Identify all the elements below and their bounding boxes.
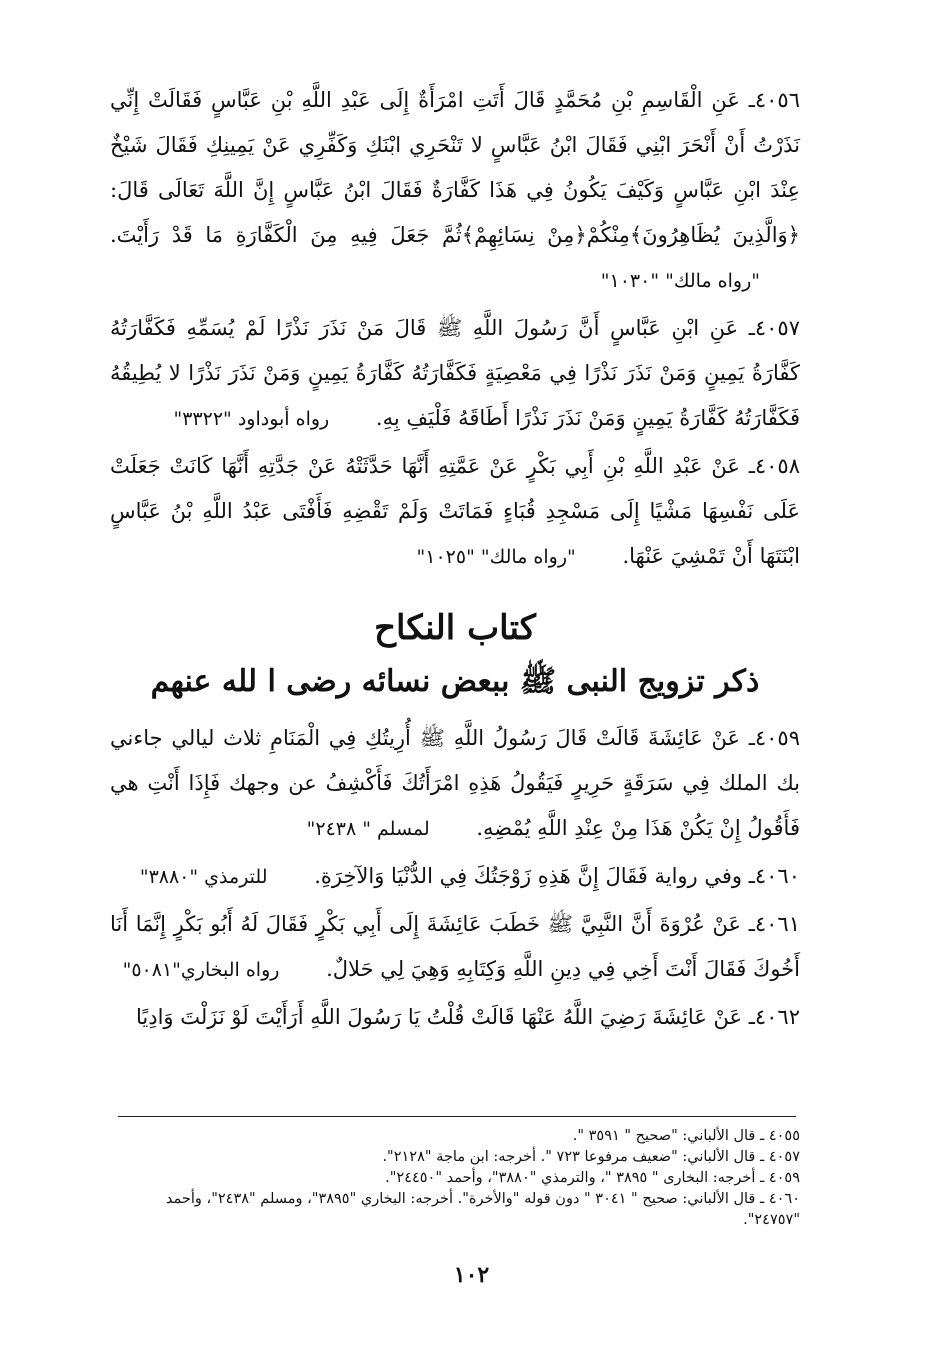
hadith-text: ٤٠٥٦ـ عَنِ الْقَاسِمِ بْنِ مُحَمَّدٍ قَالَ أَتَتِ امْرَأَةٌ إِلَى عَبْدِ اللَّهِ بْنِ عَبَّاسٍ فَقَالَتْ إِنِّي نَذَرْتُ أَنْ أَنْحَرَ ابْنِي فَقَالَ ابْنُ عَبَّاسٍ لا تَنْحَرِي ابْنَكِ وَكَفِّرِي عَنْ يَمِينِكِ فَقَالَ شَيْخٌ عِنْدَ ابْنِ عَبَّاسٍ وَكَيْفَ يَكُونُ فِي هَذَا كَفَّارَةٌ فَقَالَ ابْنُ عَبَّاسٍ إِنَّ اللَّهَ تَعَالَى قَالَ: ﴿وَالَّذِينَ يُظَاهِرُونَ﴾مِنْكُمْ﴿مِنْ نِسَائِهِمْ﴾ثُمَّ جَعَلَ فِيهِ مِنَ الْكَفَّارَةِ مَا قَدْ رَأَيْتَ.: [110, 88, 800, 247]
hadith-source: "رواه مالك" "١٠٣٠": [600, 270, 760, 292]
hadith-text: ٤٠٥٧ـ عَنِ ابْنِ عَبَّاسٍ أَنَّ رَسُولَ اللَّهِ ﷺ قَالَ مَنْ نَذَرَ نَذْرًا لَمْ يُسَمِّهِ فَكَفَّارَتُهُ كَفَّارَةُ يَمِينٍ وَمَنْ نَذَرَ نَذْرًا فِي مَعْصِيَةٍ فَكَفَّارَتُهُ كَفَّارَةُ يَمِينٍ وَمَنْ نَذَرَ نَذْرًا لا يُطِيقُهُ فَكَفَّارَتُهُ كَفَّارَةُ يَمِينٍ وَمَنْ نَذَرَ نَذْرًا أَطَاقَهُ فَلْيَفِ بِهِ.: [110, 316, 800, 430]
footnote-item: ٤٠٥٧ ـ قال الألباني: "ضعيف مرفوعا ٧٢٣ ". أخرجه: ابن ماجة "٢١٢٨".: [382, 1149, 800, 1165]
hadith-4061: [110, 902, 800, 993]
footnotes: [118, 1126, 800, 1231]
hadith-4059: [110, 716, 800, 852]
page-number: ١٠٢: [453, 1262, 490, 1288]
hadith-source: رواه البخاري"٥٠٨١": [122, 959, 280, 981]
hadith-text: ٤٠٥٩ـ عَنْ عَائِشَةَ قَالَتْ قَالَ رَسُولُ اللَّهِ ﷺ أُرِيتُكِ فِي الْمَنَامِ ثلاث ليالي جاءني بك الملك فِي سَرَقَةٍ حَرِيرٍ فَيَقُولُ هَذِهِ امْرَأَتُكَ فَأَكْشِفُ عن وجهك فَإِذَا أَنْتِ هي فَأَقُولُ إِنْ يَكُنْ هَذَا مِنْ عِنْدِ اللَّهِ يُمْضِهِ.: [110, 726, 800, 840]
hadith-text: ٤٠٦٢ـ عَنْ عَائِشَةَ رَضِيَ اللَّهُ عَنْهَا قَالَتْ قُلْتُ يَا رَسُولَ اللَّهِ أَرَأَيْتَ لَوْ نَزَلْتَ وَادِيًا: [135, 1005, 800, 1029]
hadith-4062: [110, 995, 800, 1040]
hadith-text: ٤٠٦٠ـ وفي رواية فَقَالَ إِنَّ هَذِهِ زَوْجَتُكَ فِي الدُّنْيَا وَالآخِرَةِ.: [314, 864, 800, 888]
chapter-title: ذكر تزويج النبى ﷺ ببعض نسائه رضى ا لله عنهم: [150, 664, 760, 699]
hadith-text: ٤٠٥٨ـ عَنْ عَبْدِ اللَّهِ بْنِ أَبِي بَكْرٍ عَنْ عَمَّتِهِ أَنَّهَا حَدَّثَتْهُ عَنْ جَدَّتِهِ أَنَّهَا كَانَتْ جَعَلَتْ عَلَى نَفْسِهَا مَشْيًا إِلَى مَسْجِدِ قُبَاءٍ فَمَاتَتْ وَلَمْ تَقْضِهِ فَأَفْتَى عَبْدُ اللَّهِ بْنُ عَبَّاسٍ ابْنَتَهَا أَنْ تَمْشِيَ عَنْهَا.: [110, 454, 800, 568]
footnote-divider: [118, 1116, 796, 1117]
footnote-item: ٤٠٥٥ ـ قال الألباني: "صحيح " ٣٥٩١ ".: [572, 1128, 800, 1144]
book-title: كتاب النكاح: [374, 608, 536, 648]
hadith-source: لمسلم " ٢٤٣٨": [306, 818, 430, 840]
footnote-item: ٤٠٥٩ ـ أخرجه: البخارى " ٣٨٩٥ "، والترمذي "٣٨٨٠"، وأحمد "٢٤٤٥٠".: [385, 1170, 800, 1186]
hadith-4058: [110, 444, 800, 580]
hadith-text: ٤٠٦١ـ عَنْ عُرْوَةَ أَنَّ النَّبِيَّ ﷺ خَطَبَ عَائِشَةَ إِلَى أَبِي بَكْرٍ فَقَالَ لَهُ أَبُو بَكْرٍ إِنَّمَا أَنَا أَخُوكَ فَقَالَ أَنْتَ أَخِي فِي دِينِ اللَّهِ وَكِتَابِهِ وَهِيَ لِي حَلالٌ.: [110, 912, 800, 981]
hadith-4057: [110, 306, 800, 442]
hadith-source: "رواه مالك" "١٠٢٥": [416, 546, 576, 568]
hadith-4060: [110, 854, 800, 900]
main-text: [110, 78, 800, 1042]
footnote-item: ٤٠٦٠ ـ قال الألباني: صحيح " ٣٠٤١ " دون قوله "والأخرة". أخرجه: البخاري "٣٨٩٥"، ومسلم "٢٤٣٨"، وأحمد "٢٤٧٥٧".: [165, 1191, 800, 1228]
hadith-source: رواه أبوداود "٣٣٢٢": [173, 408, 330, 430]
hadith-source: للترمذي "٣٨٨٠": [139, 866, 268, 888]
hadith-4056: [110, 78, 800, 304]
